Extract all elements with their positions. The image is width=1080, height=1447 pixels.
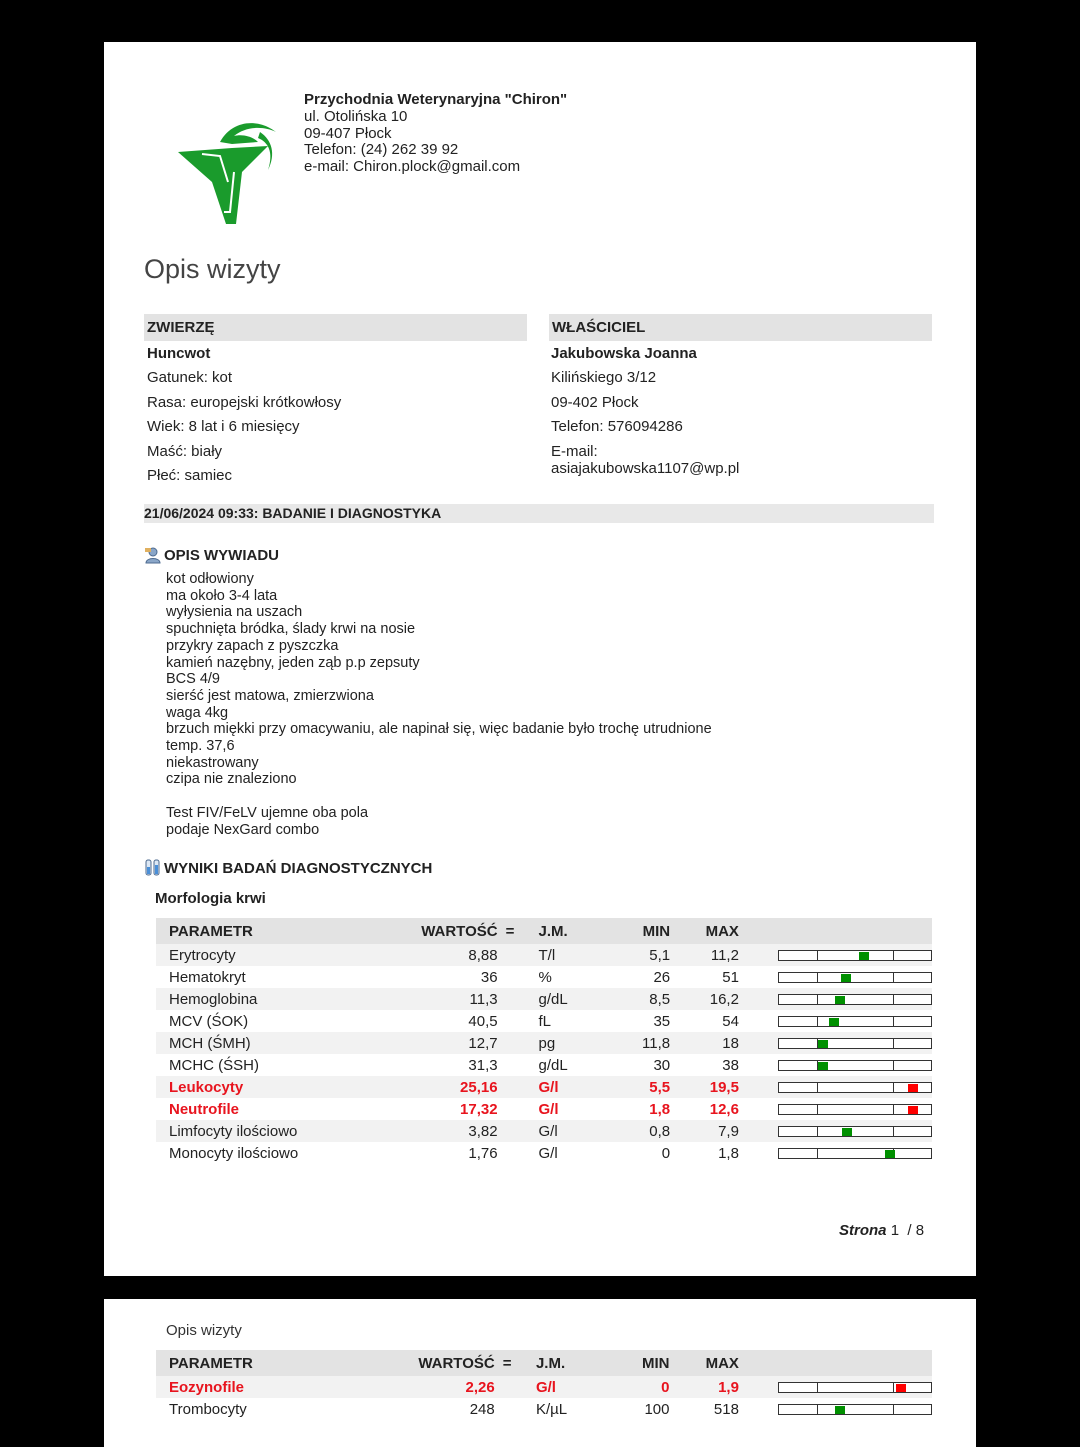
result-min: 11,8	[642, 1034, 671, 1052]
range-bar	[778, 994, 932, 1005]
result-min: 1,8	[649, 1100, 671, 1118]
range-marker-ok	[818, 1062, 828, 1070]
result-max: 18	[722, 1034, 739, 1052]
result-range	[739, 1376, 932, 1398]
animal-breed: Rasa: europejski krótkowłosy	[147, 393, 342, 411]
animal-color: Maść: biały	[147, 442, 223, 460]
result-max: 518	[713, 1400, 739, 1418]
result-param: Hematokryt	[169, 968, 246, 986]
result-value: 2,26	[465, 1378, 495, 1396]
result-range	[739, 966, 932, 988]
result-min: 35	[653, 1012, 671, 1030]
history-title	[144, 546, 279, 564]
results-table-header	[156, 918, 932, 944]
range-marker-ok	[829, 1018, 839, 1026]
range-marker-alert	[908, 1084, 918, 1092]
history-line: Test FIV/FeLV ujemne oba pola	[166, 804, 369, 821]
result-eq	[506, 1098, 526, 1120]
results-title	[144, 859, 432, 877]
result-value: 17,32	[460, 1100, 498, 1118]
history-line: niekastrowany	[166, 754, 259, 771]
col-range	[739, 918, 932, 944]
result-max: 51	[722, 968, 739, 986]
col-value: WARTOŚĆ	[418, 1354, 495, 1372]
history-line: spuchnięta bródka, ślady krwi na nosie	[166, 621, 416, 638]
history-line: brzuch miękki przy omacywaniu, ale napinał się, więc badanie było trochę utrudnione	[166, 721, 712, 738]
result-min: 0	[661, 1378, 670, 1396]
footer-total: / 8	[907, 1222, 925, 1239]
clinic-city: 09-407 Płock	[304, 124, 392, 142]
animal-sex: Płeć: samiec	[147, 467, 233, 485]
result-max: 1,9	[718, 1378, 739, 1396]
results-subtitle: Morfologia krwi	[155, 890, 266, 907]
result-param: Erytrocyty	[169, 946, 236, 964]
result-row	[156, 1120, 932, 1142]
history-line: podaje NexGard combo	[166, 821, 320, 838]
result-param: Limfocyty ilościowo	[169, 1122, 298, 1140]
range-bar	[778, 1404, 932, 1415]
result-unit: g/dL	[538, 1056, 568, 1074]
result-row	[156, 1376, 932, 1398]
result-row	[156, 1398, 932, 1420]
result-min: 8,5	[649, 990, 671, 1008]
result-min: 5,5	[649, 1078, 671, 1096]
result-eq	[506, 1032, 526, 1054]
result-value: 25,16	[460, 1078, 498, 1096]
history-line: kamień nazębny, jeden ząb p.p zepsuty	[166, 654, 420, 671]
range-marker-ok	[835, 1406, 845, 1414]
result-param: Monocyty ilościowo	[169, 1144, 299, 1162]
range-bar	[778, 1060, 932, 1071]
range-bar	[778, 972, 932, 983]
result-min: 100	[644, 1400, 670, 1418]
result-row	[156, 1076, 932, 1098]
result-unit: G/l	[535, 1378, 556, 1396]
result-eq	[506, 988, 526, 1010]
result-max: 12,6	[709, 1100, 739, 1118]
page-footer	[839, 1222, 924, 1239]
col-value: WARTOŚĆ	[421, 922, 498, 940]
result-row	[156, 1010, 932, 1032]
range-bar	[778, 1126, 932, 1137]
result-value: 1,76	[468, 1144, 498, 1162]
results-table-header	[156, 1350, 932, 1376]
animal-species: Gatunek: kot	[147, 369, 233, 387]
col-min: MIN	[641, 1354, 670, 1372]
range-marker-ok	[818, 1040, 828, 1048]
result-range	[739, 1142, 932, 1164]
col-eq: =	[502, 1354, 512, 1372]
result-value: 31,3	[468, 1056, 498, 1074]
history-line: wyłysienia na uszach	[166, 604, 303, 621]
result-value: 36	[480, 968, 498, 986]
col-range	[739, 1350, 932, 1376]
result-unit: T/l	[538, 946, 556, 964]
col-eq: =	[505, 922, 515, 940]
page2-title: Opis wizyty	[166, 1322, 242, 1339]
range-bar	[778, 1148, 932, 1159]
result-max: 54	[722, 1012, 739, 1030]
result-range	[739, 1054, 932, 1076]
animal-age: Wiek: 8 lat i 6 miesięcy	[147, 418, 300, 436]
result-unit: pg	[538, 1034, 556, 1052]
test-tubes-icon	[144, 859, 162, 877]
result-row	[156, 944, 932, 966]
history-line: czipa nie znaleziono	[166, 771, 297, 788]
owner-name: Jakubowska Joanna	[551, 345, 697, 362]
interview-icon	[144, 546, 162, 564]
clinic-email: e-mail: Chiron.plock@gmail.com	[304, 158, 521, 176]
result-param: Neutrofile	[169, 1100, 240, 1118]
footer-page: 1	[890, 1222, 900, 1239]
col-unit: J.M.	[538, 922, 568, 940]
history-title-text: OPIS WYWIADU	[164, 546, 279, 564]
animal-name: Huncwot	[147, 345, 211, 362]
history-line: ma około 3-4 lata	[166, 587, 278, 604]
result-range	[739, 1120, 932, 1142]
result-row	[156, 966, 932, 988]
result-eq	[506, 966, 526, 988]
result-unit: G/l	[538, 1144, 558, 1162]
owner-phone: Telefon: 576094286	[551, 418, 683, 436]
history-line: temp. 37,6	[166, 738, 235, 755]
result-param: Leukocyty	[169, 1078, 244, 1096]
result-value: 40,5	[468, 1012, 498, 1030]
result-param: MCHC (ŚSH)	[169, 1056, 259, 1074]
history-line: BCS 4/9	[166, 671, 220, 688]
owner-info	[551, 342, 739, 478]
history-text	[166, 571, 712, 838]
result-value: 248	[469, 1400, 495, 1418]
owner-city: 09-402 Płock	[551, 393, 639, 411]
result-unit: G/l	[538, 1122, 558, 1140]
owner-address: Kilińskiego 3/12	[551, 369, 657, 387]
result-max: 7,9	[718, 1122, 739, 1140]
result-range	[739, 1398, 932, 1420]
results-table-continued	[156, 1350, 932, 1420]
history-line: waga 4kg	[166, 704, 229, 721]
result-param: MCH (ŚMH)	[169, 1034, 251, 1052]
result-min: 0	[661, 1144, 671, 1162]
result-unit: %	[538, 968, 552, 986]
range-bar	[778, 1016, 932, 1027]
owner-email: asiajakubowska1107@wp.pl	[551, 460, 740, 478]
range-marker-ok	[885, 1150, 895, 1158]
result-param: Eozynofile	[169, 1378, 245, 1396]
result-value: 8,88	[468, 946, 498, 964]
report-page-2	[104, 1299, 976, 1447]
result-min: 0,8	[649, 1122, 671, 1140]
result-max: 1,8	[718, 1144, 739, 1162]
result-value: 3,82	[468, 1122, 498, 1140]
result-eq	[503, 1376, 523, 1398]
range-marker-ok	[841, 974, 851, 982]
result-row	[156, 988, 932, 1010]
history-line: przykry zapach z pyszczka	[166, 637, 339, 654]
range-marker-ok	[859, 952, 869, 960]
result-range	[739, 1010, 932, 1032]
col-param: PARAMETR	[169, 922, 253, 940]
col-max: MAX	[705, 922, 739, 940]
result-value: 11,3	[469, 990, 498, 1008]
history-line: kot odłowiony	[166, 571, 254, 587]
result-max: 16,2	[709, 990, 739, 1008]
result-row	[156, 1032, 932, 1054]
footer-label: Strona	[839, 1222, 887, 1239]
report-page-1	[104, 42, 976, 1276]
result-range	[739, 1032, 932, 1054]
result-unit: G/l	[538, 1100, 559, 1118]
col-min: MIN	[642, 922, 671, 940]
range-bar	[778, 1382, 932, 1393]
result-eq	[506, 944, 526, 966]
result-max: 11,2	[710, 946, 739, 964]
col-param: PARAMETR	[169, 1354, 253, 1372]
visit-header: 21/06/2024 09:33: BADANIE I DIAGNOSTYKA	[144, 504, 934, 523]
range-marker-ok	[835, 996, 845, 1004]
result-max: 19,5	[709, 1078, 739, 1096]
animal-header: ZWIERZĘ	[144, 314, 527, 341]
results-title-text: WYNIKI BADAŃ DIAGNOSTYCZNYCH	[164, 859, 433, 877]
result-range	[739, 988, 932, 1010]
clinic-name: Przychodnia Weterynaryjna "Chiron"	[304, 91, 568, 108]
result-row	[156, 1098, 932, 1120]
result-param: Trombocyty	[169, 1400, 247, 1418]
range-bar	[778, 1038, 932, 1049]
result-range	[739, 1098, 932, 1120]
result-unit: g/dL	[538, 990, 568, 1008]
range-marker-alert	[896, 1384, 906, 1392]
result-param: Hemoglobina	[169, 990, 258, 1008]
result-eq	[503, 1398, 523, 1420]
result-row	[156, 1054, 932, 1076]
owner-header: WŁAŚCICIEL	[549, 314, 932, 341]
result-eq	[506, 1010, 526, 1032]
result-row	[156, 1142, 932, 1164]
result-value: 12,7	[468, 1034, 498, 1052]
history-line: sierść jest matowa, zmierzwiona	[166, 687, 374, 704]
owner-email-label: E-mail:	[551, 442, 598, 460]
result-min: 5,1	[649, 946, 671, 964]
range-marker-alert	[908, 1106, 918, 1114]
col-max: MAX	[705, 1354, 739, 1372]
animal-info	[147, 342, 341, 488]
clinic-phone: Telefon: (24) 262 39 92	[304, 141, 459, 159]
range-marker-ok	[842, 1128, 852, 1136]
result-range	[739, 1076, 932, 1098]
result-unit: fL	[538, 1012, 552, 1030]
clinic-info	[304, 92, 567, 176]
result-min: 30	[653, 1056, 671, 1074]
result-max: 38	[722, 1056, 739, 1074]
result-range	[739, 944, 932, 966]
result-eq	[506, 1076, 526, 1098]
result-param: MCV (ŚOK)	[169, 1012, 249, 1030]
result-eq	[506, 1142, 526, 1164]
clinic-logo	[172, 112, 290, 227]
result-unit: G/l	[538, 1078, 559, 1096]
result-eq	[506, 1054, 526, 1076]
results-table	[156, 918, 932, 1164]
col-unit: J.M.	[535, 1354, 566, 1372]
result-min: 26	[653, 968, 671, 986]
page-title: Opis wizyty	[144, 254, 281, 284]
result-unit: K/µL	[535, 1400, 568, 1418]
range-bar	[778, 1104, 932, 1115]
clinic-street: ul. Otolińska 10	[304, 107, 408, 125]
range-bar	[778, 1082, 932, 1093]
result-eq	[506, 1120, 526, 1142]
range-bar	[778, 950, 932, 961]
